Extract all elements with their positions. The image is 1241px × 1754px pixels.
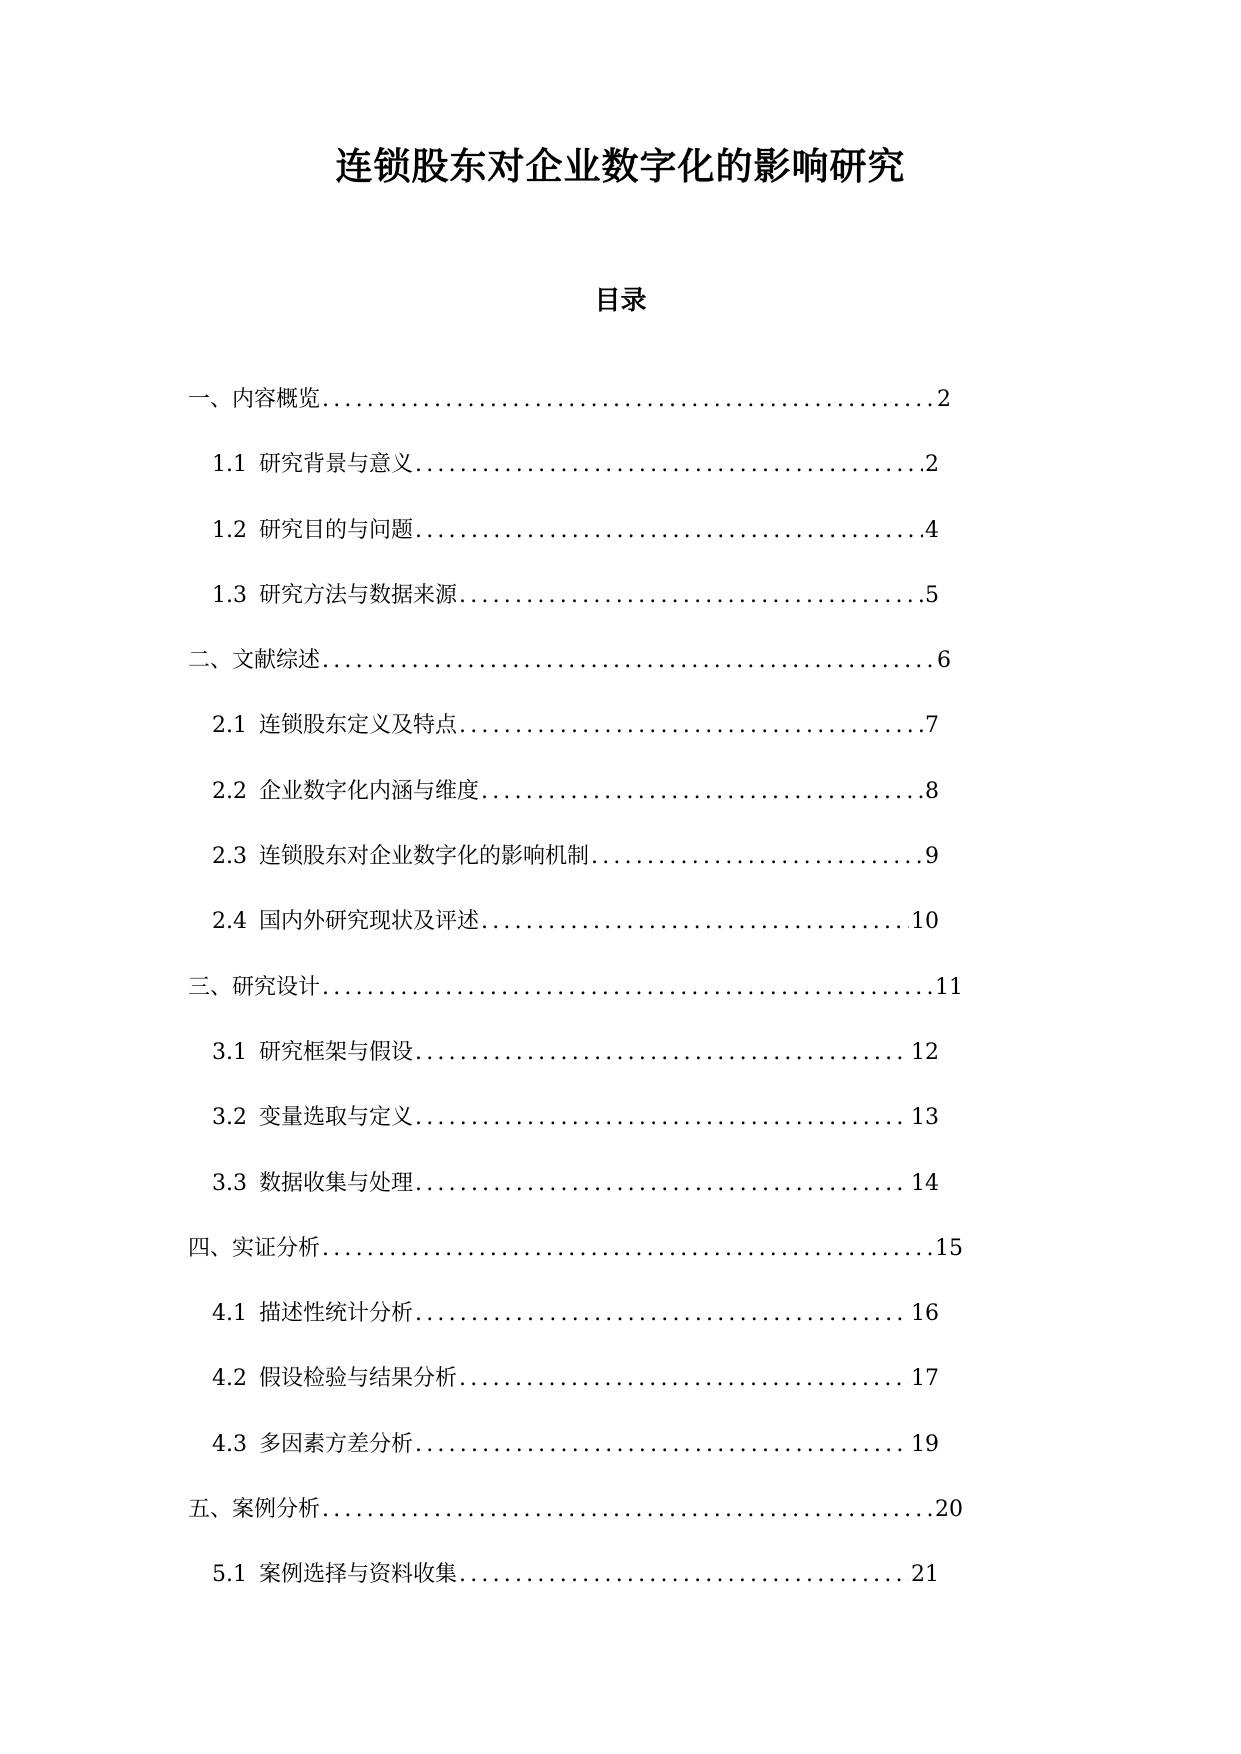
toc-section-entry[interactable] — [0, 842, 1241, 907]
toc-dot-leader — [415, 1038, 909, 1068]
toc-section-entry[interactable] — [0, 1560, 1241, 1625]
toc-entry-number: 2.2 — [212, 778, 247, 804]
toc-entry-number: 2.4 — [212, 909, 247, 935]
toc-section-entry[interactable] — [0, 1038, 1241, 1103]
toc-entry-label: 连锁股东对企业数字化的影响机制 — [259, 844, 590, 870]
toc-page-number: 13 — [911, 1105, 939, 1131]
toc-section-entry[interactable] — [0, 711, 1241, 776]
toc-entry-number: 四、 — [188, 1235, 233, 1261]
toc-entry-label: 内容概览 — [232, 387, 321, 412]
toc-section-entry[interactable] — [0, 1364, 1241, 1429]
toc-entry-number: 三、 — [188, 974, 233, 1000]
toc-entry-number: 3.2 — [212, 1105, 247, 1131]
toc-entry-label: 研究框架与假设 — [259, 1039, 414, 1065]
toc-entry-number: 4.3 — [212, 1431, 247, 1457]
toc-dot-leader — [415, 1430, 909, 1460]
toc-section-entry[interactable] — [0, 1103, 1241, 1168]
toc-chapter-entry[interactable] — [0, 1495, 1241, 1560]
toc-entry-number: 2.3 — [212, 844, 247, 870]
toc-page-number: 19 — [911, 1431, 939, 1457]
toc-entry-label: 企业数字化内涵与维度 — [259, 778, 480, 804]
toc-entry-label: 案例分析 — [232, 1497, 321, 1523]
toc-entry-number: 2.1 — [212, 713, 247, 739]
toc-page-number: 11 — [935, 974, 963, 1000]
toc-entry-number: 1.2 — [212, 517, 247, 543]
toc-page-number: 2 — [937, 387, 951, 412]
toc-dot-leader — [322, 1234, 933, 1264]
toc-dot-leader — [322, 385, 935, 415]
toc-entry-label: 研究目的与问题 — [259, 517, 414, 543]
toc-entry-label: 研究背景与意义 — [259, 452, 414, 478]
toc-dot-leader — [481, 777, 923, 807]
toc-page-number: 8 — [925, 778, 939, 804]
toc-entry-label: 描述性统计分析 — [259, 1301, 414, 1327]
toc-entry-label: 变量选取与定义 — [259, 1105, 414, 1131]
toc-dot-leader — [322, 1495, 933, 1525]
toc-page-number: 12 — [911, 1039, 939, 1065]
toc-dot-leader — [415, 1299, 909, 1329]
toc-entry-number: 五、 — [188, 1497, 233, 1523]
toc-entry-number: 3.3 — [212, 1170, 247, 1196]
toc-page-number: 10 — [911, 909, 939, 935]
toc-page-number: 16 — [911, 1301, 939, 1327]
toc-entry-label: 文献综述 — [232, 648, 321, 674]
table-of-contents — [0, 385, 1241, 1626]
toc-page-number: 7 — [925, 713, 939, 739]
toc-dot-leader — [481, 907, 909, 937]
toc-page-number: 21 — [911, 1562, 939, 1588]
toc-entry-number: 5.1 — [212, 1562, 247, 1588]
toc-dot-leader — [459, 1364, 909, 1394]
toc-entry-number: 一、 — [188, 387, 233, 412]
toc-entry-number: 3.1 — [212, 1039, 247, 1065]
toc-dot-leader — [591, 842, 923, 872]
toc-section-entry[interactable] — [0, 1430, 1241, 1495]
toc-dot-leader — [415, 516, 923, 546]
toc-dot-leader — [415, 450, 923, 480]
toc-entry-label: 国内外研究现状及评述 — [259, 909, 480, 935]
toc-entry-label: 研究设计 — [232, 974, 321, 1000]
toc-entry-label: 研究方法与数据来源 — [259, 582, 458, 608]
toc-dot-leader — [459, 711, 923, 741]
toc-section-entry[interactable] — [0, 1299, 1241, 1364]
toc-entry-label: 多因素方差分析 — [259, 1431, 414, 1457]
toc-page-number: 4 — [925, 517, 939, 543]
toc-entry-label: 假设检验与结果分析 — [259, 1366, 458, 1392]
toc-dot-leader — [415, 1169, 909, 1199]
toc-page-number: 9 — [925, 844, 939, 870]
toc-dot-leader — [322, 646, 935, 676]
toc-page-number: 6 — [937, 648, 951, 674]
toc-page-number: 20 — [935, 1497, 963, 1523]
toc-entry-label: 案例选择与资料收集 — [259, 1562, 458, 1588]
toc-page-number: 2 — [925, 452, 939, 478]
toc-chapter-entry[interactable] — [0, 385, 1241, 450]
toc-page-number: 5 — [925, 582, 939, 608]
toc-entry-label: 数据收集与处理 — [259, 1170, 414, 1196]
toc-chapter-entry[interactable] — [0, 973, 1241, 1038]
toc-section-entry[interactable] — [0, 907, 1241, 972]
toc-heading: 目录 — [594, 286, 647, 316]
toc-entry-number: 二、 — [188, 648, 233, 674]
toc-entry-label: 实证分析 — [232, 1235, 321, 1261]
toc-section-entry[interactable] — [0, 777, 1241, 842]
toc-entry-label: 连锁股东定义及特点 — [259, 713, 458, 739]
toc-section-entry[interactable] — [0, 581, 1241, 646]
toc-section-entry[interactable] — [0, 1169, 1241, 1234]
toc-entry-number: 4.1 — [212, 1301, 247, 1327]
toc-entry-number: 4.2 — [212, 1366, 247, 1392]
document-title: 连锁股东对企业数字化的影响研究 — [335, 144, 906, 188]
toc-chapter-entry[interactable] — [0, 1234, 1241, 1299]
toc-section-entry[interactable] — [0, 450, 1241, 515]
toc-dot-leader — [322, 973, 933, 1003]
toc-entry-number: 1.1 — [212, 452, 247, 478]
toc-page-number: 14 — [911, 1170, 939, 1196]
toc-section-entry[interactable] — [0, 516, 1241, 581]
toc-dot-leader — [415, 1103, 909, 1133]
toc-dot-leader — [459, 1560, 909, 1590]
toc-page-number: 15 — [935, 1235, 963, 1261]
toc-entry-number: 1.3 — [212, 582, 247, 608]
toc-chapter-entry[interactable] — [0, 646, 1241, 711]
toc-page-number: 17 — [911, 1366, 939, 1392]
toc-dot-leader — [459, 581, 923, 611]
